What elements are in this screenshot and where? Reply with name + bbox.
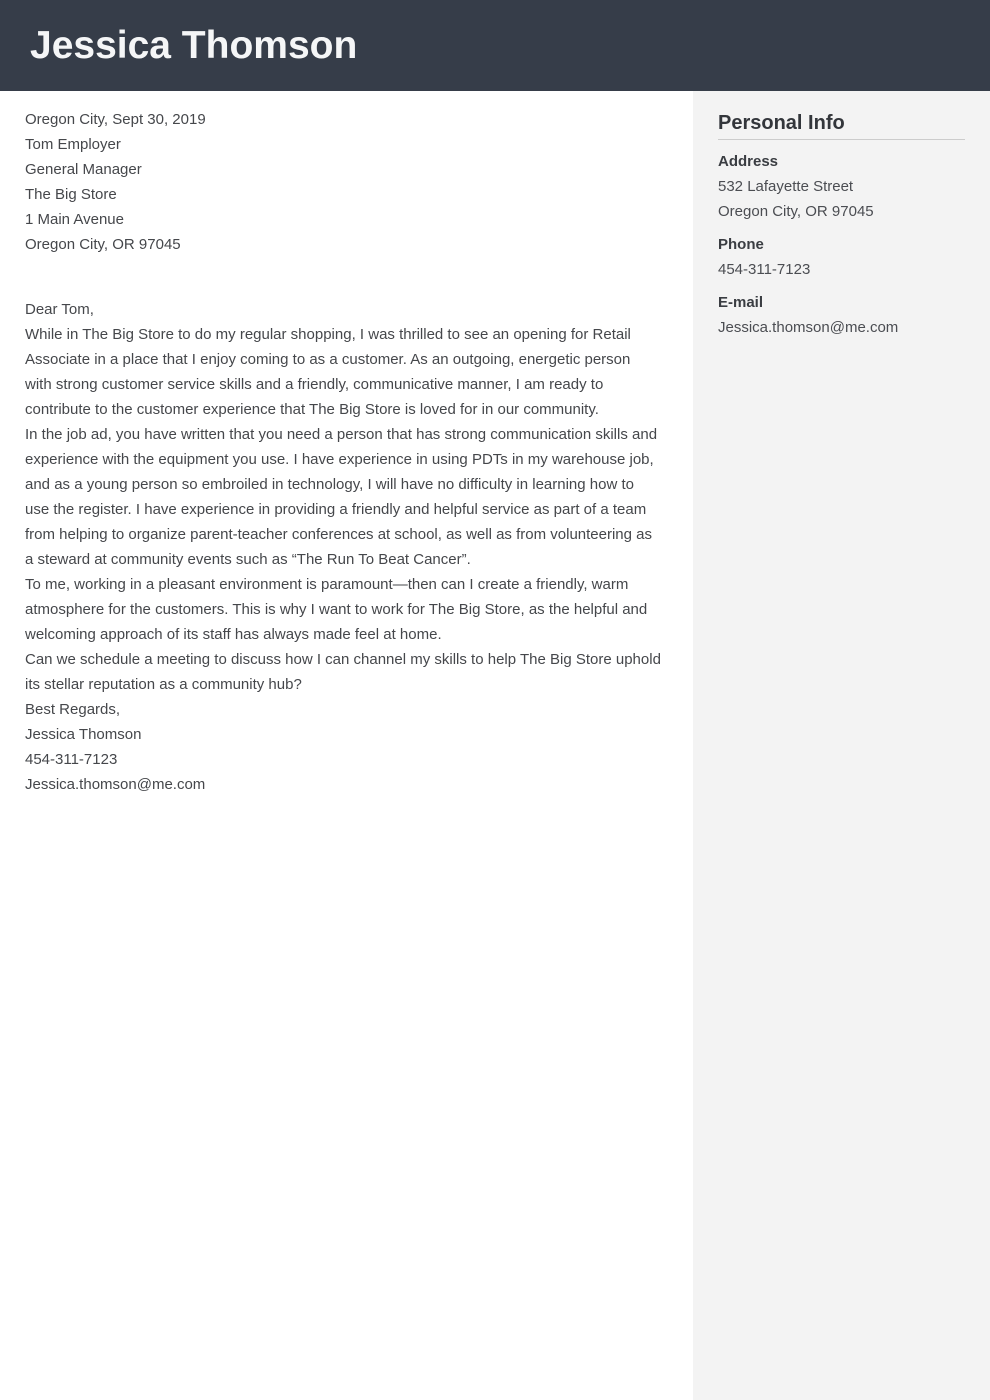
address-value-line: 532 Lafayette Street	[718, 178, 854, 195]
sidebar-section-phone	[718, 232, 965, 282]
applicant-name: Jessica Thomson	[30, 24, 358, 67]
header-bar	[0, 0, 990, 91]
address-value-line: Oregon City, OR 97045	[718, 203, 874, 220]
sidebar-section-email	[718, 290, 965, 340]
letter-date: Oregon City, Sept 30, 2019	[25, 111, 206, 128]
sidebar-title: Personal Info	[718, 112, 845, 134]
letter-paragraph: To me, working in a pleasant environment is paramount—then can I create a friendly, warm atmosphere for the customers. This is why I want to work for The Big Store, as the helpful and welcoming approach of its staff has always made feel at home.	[25, 576, 648, 643]
recipient-block	[25, 132, 661, 257]
closing-line: Best Regards,	[25, 701, 121, 718]
recipient-line: 1 Main Avenue	[25, 211, 124, 228]
phone-value: 454-311-7123	[718, 261, 811, 278]
signature-phone: 454-311-7123	[25, 751, 118, 768]
personal-info-sidebar	[693, 91, 990, 1400]
letter-paragraph: Can we schedule a meeting to discuss how I can channel my skills to help The Big Store uphold its stellar reputation as a community hub?	[25, 651, 661, 693]
sidebar-title-divider	[718, 139, 965, 140]
phone-label: Phone	[718, 236, 764, 253]
signature-name: Jessica Thomson	[25, 726, 142, 743]
recipient-line: General Manager	[25, 161, 142, 178]
recipient-line: The Big Store	[25, 186, 117, 203]
email-value: Jessica.thomson@me.com	[718, 319, 899, 336]
signature-email: Jessica.thomson@me.com	[25, 776, 206, 793]
letter-paragraph: In the job ad, you have written that you need a person that has strong communication skills and experience with the equipment you use. I have experience in using PDTs in my warehouse job, and as a young person so embroiled in technology, I will have no difficulty in learning how to use the register. I have experience in providing a friendly and helpful service as part of a team from helping to organize parent-teacher conferences at school, as well as from volunteering as a steward at community events such as “The Run To Beat Cancer”.	[25, 426, 658, 568]
recipient-line: Oregon City, OR 97045	[25, 236, 181, 253]
letter-body	[0, 91, 693, 797]
email-label: E-mail	[718, 294, 764, 311]
recipient-line: Tom Employer	[25, 136, 121, 153]
sidebar-section-address	[718, 149, 965, 224]
letter-paragraph: While in The Big Store to do my regular shopping, I was thrilled to see an opening for Retail Associate in a place that I enjoy coming to as a customer. As an outgoing, energetic person with strong customer service skills and a friendly, communicative manner, I am ready to contribute to the customer experience that The Big Store is loved for in our community.	[25, 326, 631, 418]
salutation: Dear Tom,	[25, 301, 94, 318]
address-label: Address	[718, 153, 779, 170]
signature-block	[25, 722, 661, 797]
